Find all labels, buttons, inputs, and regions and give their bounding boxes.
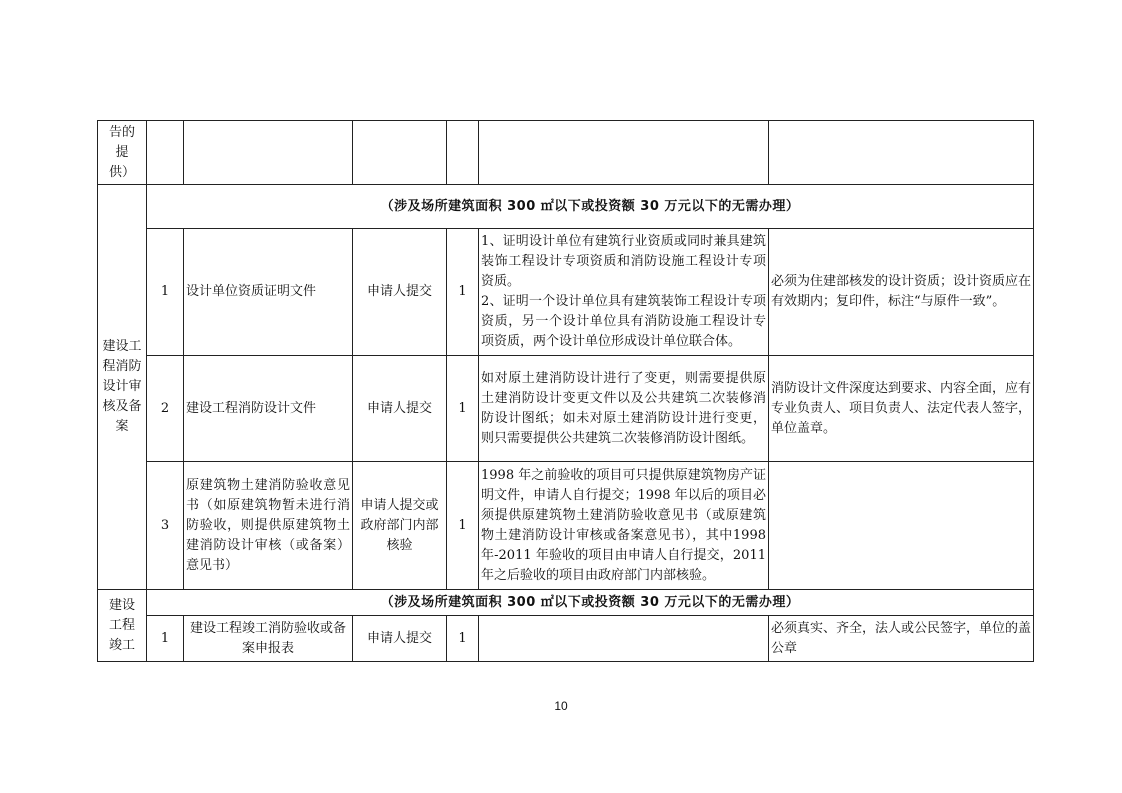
requirement-cell: 消防设计文件深度达到要求、内容全面，应有专业负责人、项目负责人、法定代表人签字，单位盖章。 [769, 356, 1034, 462]
row-number: 1 [147, 229, 184, 356]
empty-cell [147, 121, 184, 185]
description-cell [479, 616, 769, 662]
copies-cell: 1 [447, 356, 479, 462]
row-number: 1 [147, 616, 184, 662]
requirement-cell: 必须真实、齐全，法人或公民签字，单位的盖公章 [769, 616, 1034, 662]
empty-cell [479, 121, 769, 185]
description-cell: 1998 年之前验收的项目可只提供原建筑物房产证明文件，申请人自行提交；1998 年以后的项目必须提供原建筑物土建消防验收意见书（或原建筑物土建消防设计审核或备案意见书），其中1998 年-2011 年验收的项目由申请人自行提交，2011 年之后验收的项目由政府部门内部核验。 [479, 462, 769, 590]
requirement-cell: 必须为住建部核发的设计资质；设计资质应在有效期内；复印件，标注“与原件一致”。 [769, 229, 1034, 356]
document-name: 设计单位资质证明文件 [184, 229, 353, 356]
page-number: 10 [554, 699, 568, 713]
section-notice: （涉及场所建筑面积 300 ㎡以下或投资额 30 万元以下的无需办理） [147, 590, 1034, 616]
provider-cell: 申请人提交或政府部门内部核验 [353, 462, 447, 590]
provider-cell: 申请人提交 [353, 356, 447, 462]
document-name: 原建筑物土建消防验收意见书（如原建筑物暂未进行消防验收，则提供原建筑物土建消防设计审核（或备案）意见书） [184, 462, 353, 590]
category-cell: 建设工 程消防 设计审 核及备 案 [98, 185, 147, 590]
copies-cell: 1 [447, 462, 479, 590]
category-cell: 建设 工程 竣工 [98, 590, 147, 662]
row-number: 2 [147, 356, 184, 462]
category-cell: 告的 提 供） [98, 121, 147, 185]
copies-cell: 1 [447, 229, 479, 356]
section-notice: （涉及场所建筑面积 300 ㎡以下或投资额 30 万元以下的无需办理） [147, 185, 1034, 229]
requirement-cell [769, 462, 1034, 590]
table-row [98, 616, 1034, 662]
section-notice-row [98, 185, 1034, 229]
document-name: 建设工程竣工消防验收或备案申报表 [184, 616, 353, 662]
provider-cell: 申请人提交 [353, 616, 447, 662]
description-cell: 1、证明设计单位有建筑行业资质或同时兼具建筑装饰工程设计专项资质和消防设施工程设计专项资质。 2、证明一个设计单位具有建筑装饰工程设计专项资质，另一个设计单位具有消防设施工程设计专项资质，两个设计单位形成设计单位联合体。 [479, 229, 769, 356]
document-name: 建设工程消防设计文件 [184, 356, 353, 462]
empty-cell [447, 121, 479, 185]
empty-cell [184, 121, 353, 185]
table-row [98, 121, 1034, 185]
provider-cell: 申请人提交 [353, 229, 447, 356]
table-row [98, 229, 1034, 356]
copies-cell: 1 [447, 616, 479, 662]
empty-cell [353, 121, 447, 185]
table-row [98, 356, 1034, 462]
section-notice-row [98, 590, 1034, 616]
description-cell: 如对原土建消防设计进行了变更，则需要提供原土建消防设计变更文件以及公共建筑二次装修消防设计图纸；如未对原土建消防设计进行变更，则只需要提供公共建筑二次装修消防设计图纸。 [479, 356, 769, 462]
table-row [98, 462, 1034, 590]
row-number: 3 [147, 462, 184, 590]
document-table [97, 120, 1034, 662]
empty-cell [769, 121, 1034, 185]
